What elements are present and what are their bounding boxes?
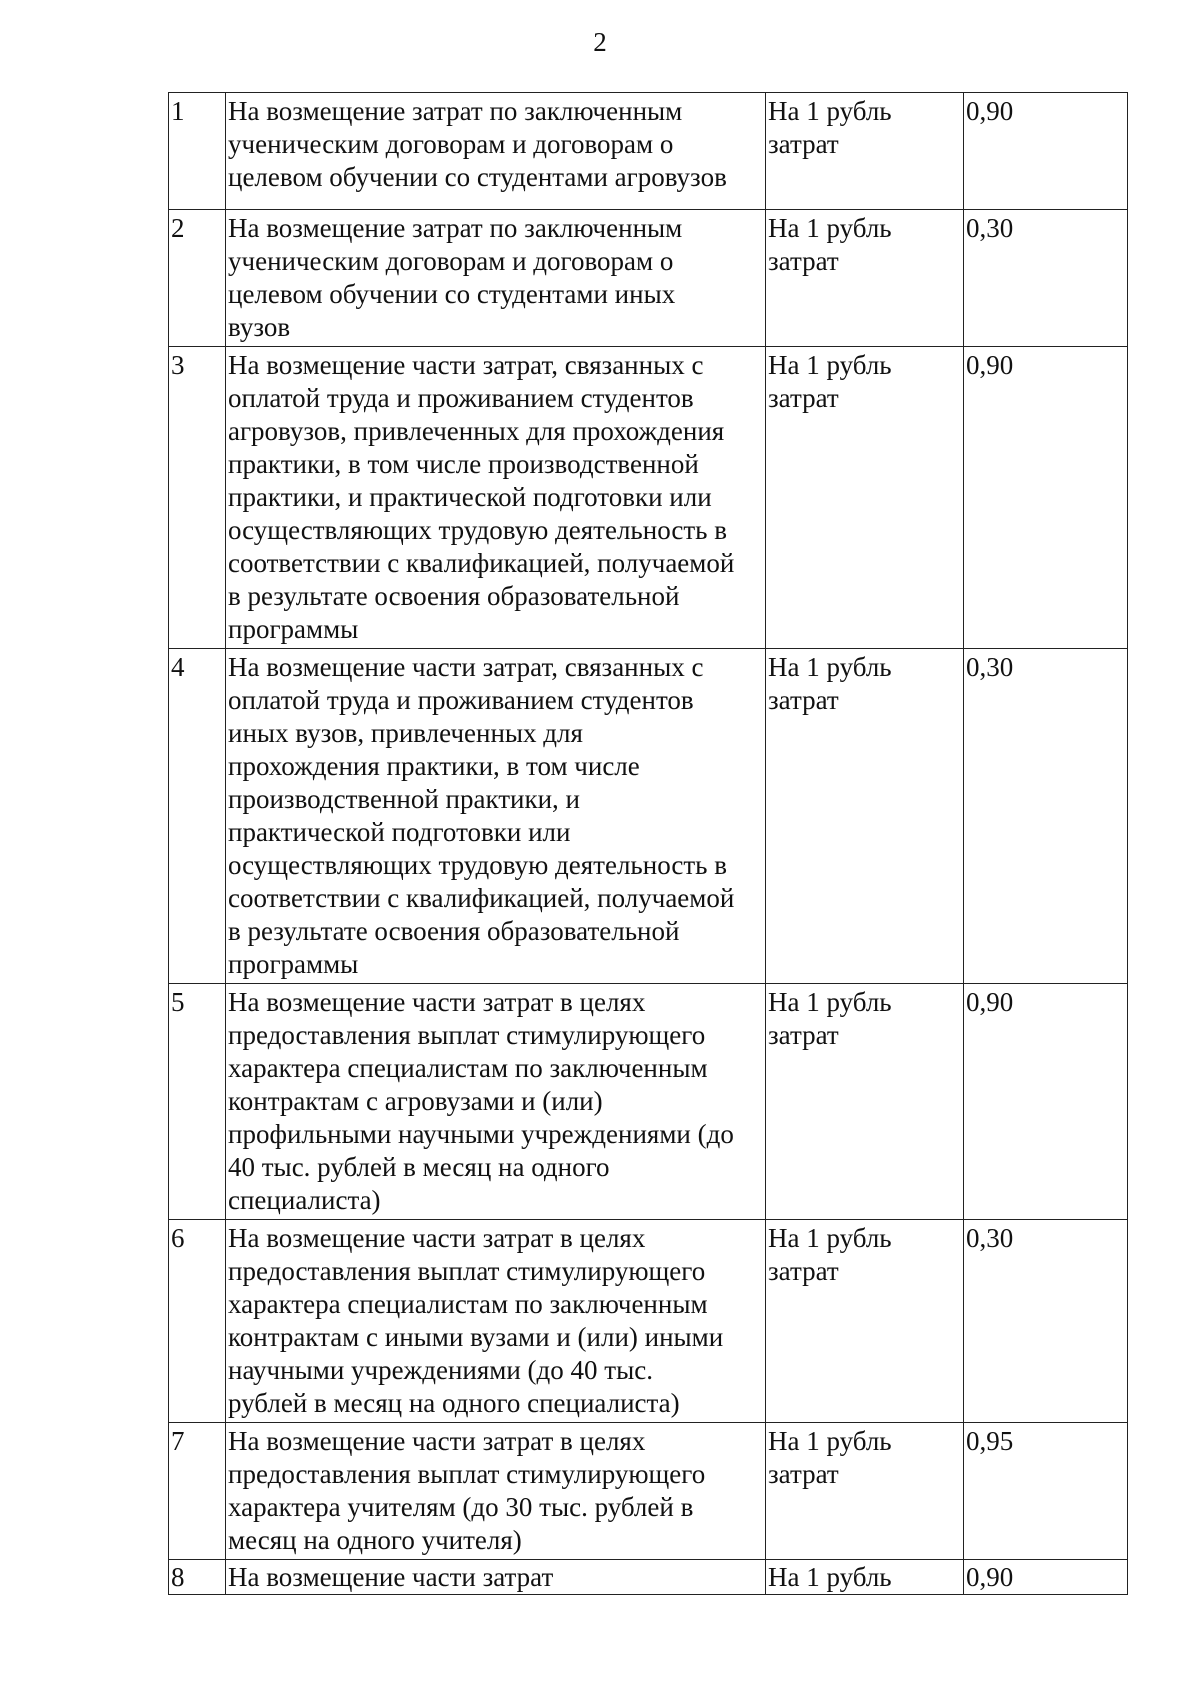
row-rate: 0,95 — [964, 1423, 1128, 1560]
row-rate: 0,90 — [964, 93, 1128, 210]
row-description: На возмещение затрат по заключенным ученическим договорам и договорам о целевом обучении со студентами агровузов — [226, 93, 766, 210]
row-unit: На 1 рубль затрат — [766, 649, 964, 984]
row-number: 6 — [169, 1220, 226, 1423]
row-rate: 0,90 — [964, 984, 1128, 1220]
row-unit: На 1 рубль затрат — [766, 210, 964, 347]
row-rate: 0,30 — [964, 649, 1128, 984]
row-unit: На 1 рубль затрат — [766, 347, 964, 649]
row-unit: На 1 рубль затрат — [766, 984, 964, 1220]
row-unit: На 1 рубль затрат — [766, 1220, 964, 1423]
row-number: 8 — [169, 1560, 226, 1595]
row-rate: 0,30 — [964, 210, 1128, 347]
table-row — [169, 347, 1128, 649]
table-row — [169, 649, 1128, 984]
row-description: На возмещение части затрат в целях предоставления выплат стимулирующего характера специалистам по заключенным контрактам с агровузами и (или) профильными научными учреждениями (до 40 тыс. рублей в месяц на одного специалиста) — [226, 984, 766, 1220]
row-unit: На 1 рубль затрат — [766, 93, 964, 210]
row-description: На возмещение части затрат в целях предоставления выплат стимулирующего характера специалистам по заключенным контрактам с иными вузами и (или) иными научными учреждениями (до 40 тыс. рублей в месяц на одного специалиста) — [226, 1220, 766, 1423]
row-number: 7 — [169, 1423, 226, 1560]
row-unit: На 1 рубль — [766, 1560, 964, 1595]
row-number: 3 — [169, 347, 226, 649]
table-row — [169, 1560, 1128, 1595]
row-description: На возмещение части затрат — [226, 1560, 766, 1595]
row-description: На возмещение части затрат, связанных с оплатой труда и проживанием студентов иных вузов, привлеченных для прохождения практики, в том числе производственной практики, и практической подготовки или осуществляющих трудовую деятельность в соответствии с квалификацией, получаемой в результате освоения образовательной программы — [226, 649, 766, 984]
table-row — [169, 1423, 1128, 1560]
table-row — [169, 93, 1128, 210]
row-description: На возмещение затрат по заключенным ученическим договорам и договорам о целевом обучении со студентами иных вузов — [226, 210, 766, 347]
row-description: На возмещение части затрат в целях предоставления выплат стимулирующего характера учителям (до 30 тыс. рублей в месяц на одного учителя) — [226, 1423, 766, 1560]
row-rate: 0,90 — [964, 347, 1128, 649]
row-description: На возмещение части затрат, связанных с оплатой труда и проживанием студентов агровузов, привлеченных для прохождения практики, в том числе производственной практики, и практической подготовки или осуществляющих трудовую деятельность в соответствии с квалификацией, получаемой в результате освоения образовательной программы — [226, 347, 766, 649]
page-number: 2 — [593, 27, 607, 57]
table-row — [169, 984, 1128, 1220]
table-row — [169, 210, 1128, 347]
row-number: 1 — [169, 93, 226, 210]
table-row — [169, 1220, 1128, 1423]
row-number: 2 — [169, 210, 226, 347]
row-rate: 0,30 — [964, 1220, 1128, 1423]
subsidy-rates-table — [168, 92, 1128, 1595]
row-number: 5 — [169, 984, 226, 1220]
row-rate: 0,90 — [964, 1560, 1128, 1595]
row-unit: На 1 рубль затрат — [766, 1423, 964, 1560]
row-number: 4 — [169, 649, 226, 984]
